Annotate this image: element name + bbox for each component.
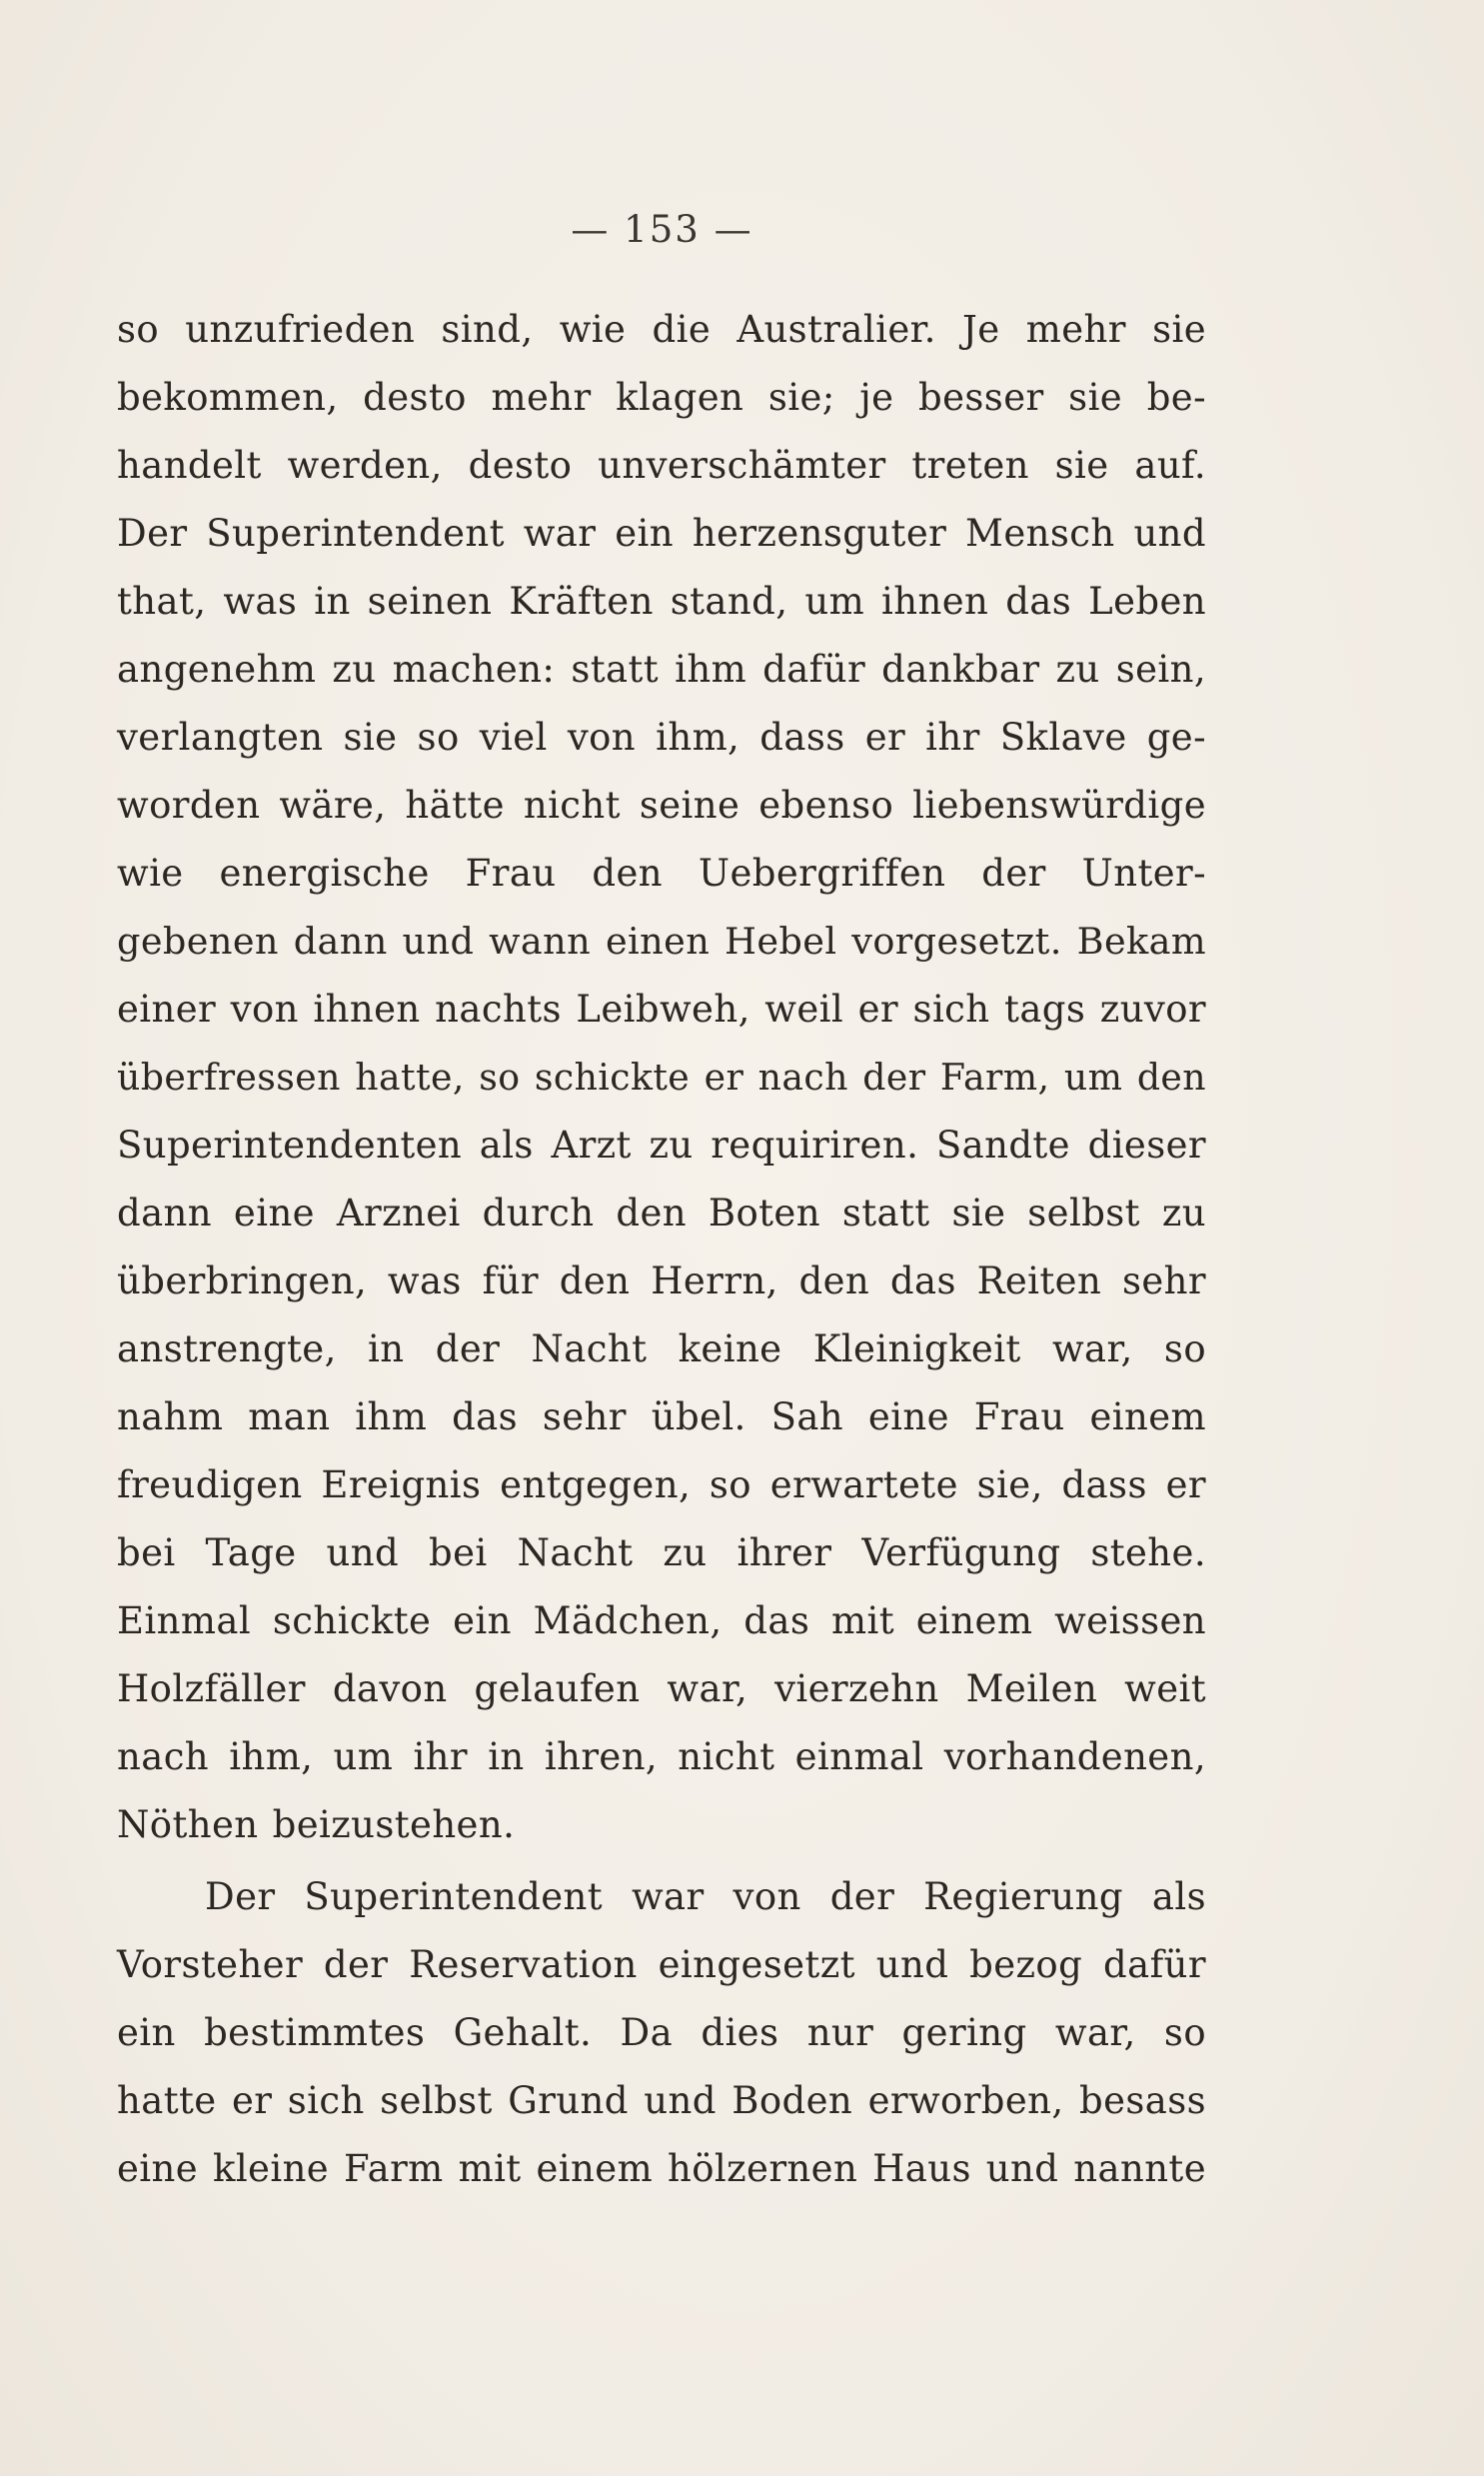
text-line: handelt werden, desto unverschämter treten sie auf. xyxy=(117,444,1206,487)
paragraph-1 xyxy=(117,296,1206,1859)
text-line: Der Superintendent war von der Regierung als xyxy=(205,1875,1206,1918)
text-line: ein bestimmtes Gehalt. Da dies nur gering war, so xyxy=(117,2011,1206,2054)
text-line: nach ihm, um ihr in ihren, nicht einmal vorhandenen, xyxy=(117,1735,1206,1778)
paragraph-2 xyxy=(117,1863,1206,2203)
text-line: nahm man ihm das sehr übel. Sah eine Frau einem xyxy=(117,1395,1206,1438)
text-line: Einmal schickte ein Mädchen, das mit einem weissen xyxy=(117,1599,1206,1642)
text-line: Vorsteher der Reservation eingesetzt und bezog dafür xyxy=(117,1943,1206,1986)
text-line: that, was in seinen Kräften stand, um ihnen das Leben xyxy=(117,580,1206,623)
text-line: überfressen hatte, so schickte er nach der Farm, um den xyxy=(117,1056,1206,1099)
text-line: worden wäre, hätte nicht seine ebenso liebenswürdige xyxy=(117,784,1206,827)
text-line: verlangten sie so viel von ihm, dass er ihr Sklave ge- xyxy=(117,716,1206,759)
text-line: Der Superintendent war ein herzensguter Mensch und xyxy=(117,512,1206,555)
text-line: hatte er sich selbst Grund und Boden erworben, besass xyxy=(117,2079,1206,2122)
text-line: gebenen dann und wann einen Hebel vorgesetzt. Bekam xyxy=(117,920,1206,963)
text-line: einer von ihnen nachts Leibweh, weil er sich tags zuvor xyxy=(117,988,1206,1031)
text-line: Nöthen beizustehen. xyxy=(117,1803,516,1846)
text-line: eine kleine Farm mit einem hölzernen Haus und nannte xyxy=(117,2147,1206,2190)
text-line: freudigen Ereignis entgegen, so erwartete sie, dass er xyxy=(117,1463,1206,1506)
text-line: überbringen, was für den Herrn, den das Reiten sehr xyxy=(117,1259,1206,1302)
text-line: bekommen, desto mehr klagen sie; je besser sie be- xyxy=(117,376,1206,419)
text-line: wie energische Frau den Uebergriffen der Unter- xyxy=(117,852,1206,895)
text-line: so unzufrieden sind, wie die Australier. Je mehr sie xyxy=(117,308,1206,351)
text-line: angenehm zu machen: statt ihm dafür dankbar zu sein, xyxy=(117,648,1206,691)
text-line: Holzfäller davon gelaufen war, vierzehn Meilen weit xyxy=(117,1667,1206,1710)
body-text xyxy=(117,296,1206,2203)
text-line: dann eine Arznei durch den Boten statt sie selbst zu xyxy=(117,1192,1206,1235)
page-number: — 153 — xyxy=(571,208,753,251)
text-line: anstrengte, in der Nacht keine Kleinigkeit war, so xyxy=(117,1327,1206,1370)
text-line: bei Tage und bei Nacht zu ihrer Verfügung stehe. xyxy=(117,1531,1206,1574)
text-line: Superintendenten als Arzt zu requiriren. Sandte dieser xyxy=(117,1124,1206,1167)
